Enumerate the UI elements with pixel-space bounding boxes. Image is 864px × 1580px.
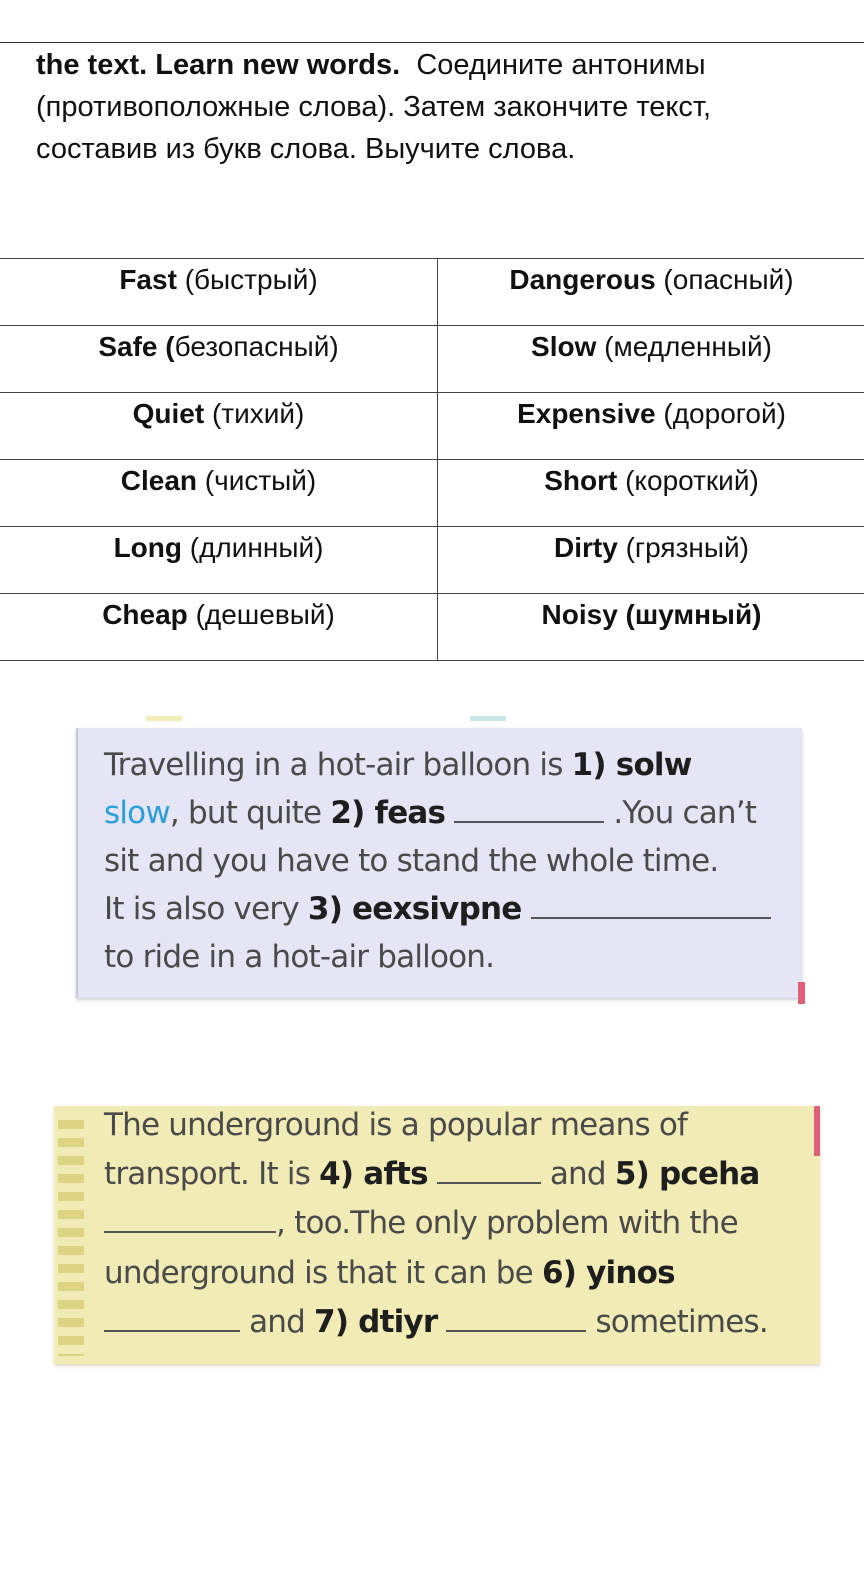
left-word: Fast bbox=[119, 264, 177, 295]
blank-2[interactable] bbox=[454, 793, 604, 823]
card-tab-right bbox=[470, 716, 506, 721]
card2-edge-marker bbox=[814, 1106, 820, 1156]
gap-2: 2) feas bbox=[330, 795, 446, 831]
table-row bbox=[0, 259, 864, 326]
right-translation: (дорогой) bbox=[663, 398, 786, 429]
left-word: Clean bbox=[120, 465, 197, 496]
table-row bbox=[0, 326, 864, 393]
right-translation: (короткий) bbox=[625, 465, 759, 496]
left-word-cell bbox=[0, 527, 438, 594]
card2-line-1: The underground is a popular means of bbox=[104, 1107, 688, 1143]
left-word-cell bbox=[0, 460, 438, 527]
instructions-line-1 bbox=[36, 44, 836, 86]
left-word-cell bbox=[0, 259, 438, 326]
card1-line-2: slow, but quite 2) feas .You can’t bbox=[104, 795, 757, 831]
card2-line-4: underground is that it can be 6) yinos bbox=[104, 1255, 675, 1291]
right-translation: (опасный) bbox=[663, 264, 794, 295]
gap-4: 4) afts bbox=[319, 1156, 428, 1192]
table-row bbox=[0, 594, 864, 661]
table-row bbox=[0, 460, 864, 527]
left-translation: (чистый) bbox=[204, 465, 317, 496]
answer-1: slow bbox=[104, 795, 170, 831]
left-word: Quiet bbox=[132, 398, 205, 429]
gap-6: 6) yinos bbox=[541, 1255, 675, 1291]
right-word-cell bbox=[438, 326, 864, 393]
left-translation: (длинный) bbox=[189, 532, 324, 563]
table-row bbox=[0, 393, 864, 460]
card1-line-3: sit and you have to stand the whole time. bbox=[104, 843, 719, 879]
right-word-cell bbox=[438, 460, 864, 527]
right-translation: (грязный) bbox=[625, 532, 749, 563]
card2-line-5: and 7) dtiyr sometimes. bbox=[104, 1298, 768, 1346]
card1-line-1: Travelling in a hot-air balloon is 1) solw bbox=[104, 747, 692, 783]
card2-line-2: transport. It is 4) afts and 5) pceha bbox=[104, 1156, 760, 1192]
instructions bbox=[36, 44, 836, 170]
instructions-line-2: (противоположные слова). Затем закончите текст, bbox=[36, 91, 712, 123]
right-word: Expensive bbox=[517, 398, 656, 429]
blank-5[interactable] bbox=[104, 1203, 276, 1233]
right-word: Dangerous bbox=[509, 264, 656, 295]
blank-6[interactable] bbox=[104, 1302, 240, 1332]
gap-3: 3) eexsivpne bbox=[307, 891, 522, 927]
card1-line-5: to ride in a hot-air balloon. bbox=[104, 939, 495, 975]
right-translation: (медленный) bbox=[604, 331, 772, 362]
left-translation: (тихий) bbox=[211, 398, 305, 429]
right-word-cell bbox=[438, 259, 864, 326]
gap-7: 7) dtiyr bbox=[314, 1304, 438, 1340]
left-word: Long bbox=[113, 532, 182, 563]
notebook-spiral bbox=[58, 1120, 84, 1356]
right-word: Noisy (шумный) bbox=[541, 599, 762, 630]
instructions-line-3: составив из букв слова. Выучите слова. bbox=[36, 133, 576, 165]
gap-1: 1) solw bbox=[571, 747, 692, 783]
right-word-cell bbox=[438, 594, 864, 661]
table-row bbox=[0, 527, 864, 594]
instructions-bold: the text. Learn new words. bbox=[36, 49, 401, 81]
left-word: Cheap bbox=[102, 599, 188, 630]
left-word: Safe ( bbox=[98, 331, 175, 362]
left-word-cell bbox=[0, 393, 438, 460]
top-rule bbox=[0, 42, 864, 43]
right-word: Short bbox=[544, 465, 618, 496]
left-word-cell bbox=[0, 326, 438, 393]
card1-line-4: It is also very 3) eexsivpne bbox=[104, 885, 771, 933]
gap-5: 5) pceha bbox=[614, 1156, 760, 1192]
card-edge-marker bbox=[798, 982, 805, 1004]
right-word: Slow bbox=[531, 331, 597, 362]
right-word: Dirty bbox=[554, 532, 618, 563]
card2-line-3: , too.The only problem with the bbox=[104, 1199, 738, 1247]
right-word-cell bbox=[438, 527, 864, 594]
blank-4[interactable] bbox=[437, 1154, 541, 1184]
antonyms-table bbox=[0, 258, 864, 661]
left-word-cell bbox=[0, 594, 438, 661]
card-tab-left bbox=[146, 716, 182, 721]
instructions-line-1-rest: Соедините антонимы bbox=[416, 49, 706, 81]
blank-7[interactable] bbox=[446, 1302, 586, 1332]
left-translation: безопасный) bbox=[174, 331, 339, 362]
left-translation: (дешевый) bbox=[195, 599, 335, 630]
left-translation: (быстрый) bbox=[184, 264, 318, 295]
right-word-cell bbox=[438, 393, 864, 460]
blank-3[interactable] bbox=[531, 889, 771, 919]
